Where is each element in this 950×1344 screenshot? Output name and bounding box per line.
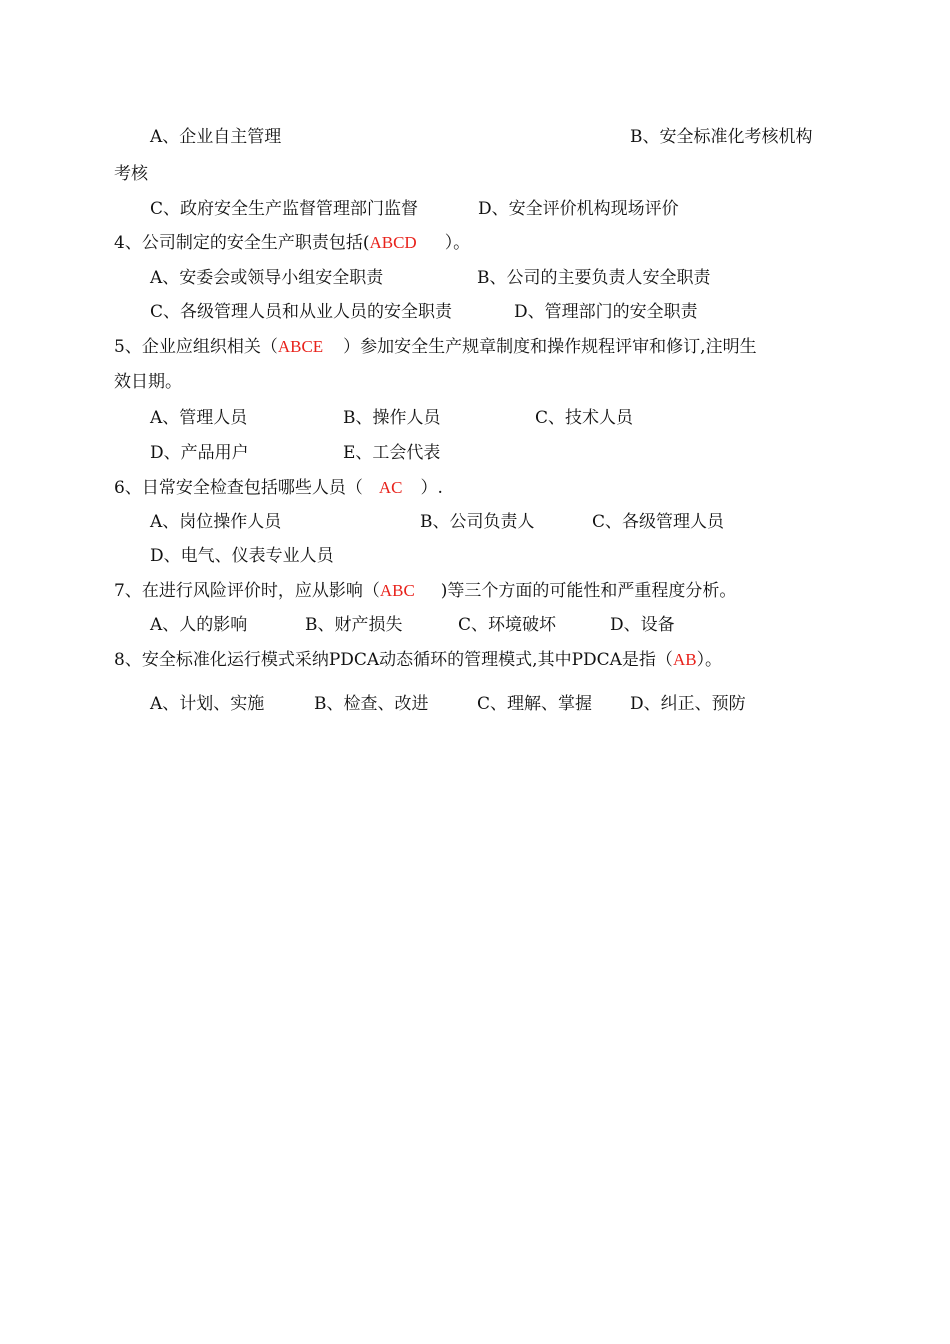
q5-answer: ABCE (277, 337, 324, 356)
q4-stem (114, 232, 470, 254)
q3-option-b: B、安全标准化考核机构 (630, 127, 813, 147)
q6-stem (114, 477, 443, 499)
q4-suffix: ）。 (444, 233, 471, 253)
q8-option-b: B、检查、改进 (314, 694, 429, 714)
q5-option-e: E、工会代表 (343, 443, 441, 463)
q4-answer: ABCD (369, 233, 417, 252)
q6-option-d: D、电气、仪表专业人员 (150, 546, 334, 566)
q5-option-b: B、操作人员 (343, 408, 441, 428)
q3-option-d: D、安全评价机构现场评价 (478, 199, 679, 219)
q7-option-d: D、设备 (610, 615, 675, 635)
q4-option-c: C、各级管理人员和从业人员的安全职责 (150, 302, 453, 322)
q6-prefix: 6、日常安全检查包括哪些人员（ (114, 478, 363, 498)
q7-option-a: A、人的影响 (150, 615, 248, 635)
q5-option-c: C、技术人员 (535, 408, 634, 428)
q7-stem (114, 580, 736, 602)
q8-answer: AB (672, 650, 697, 669)
q6-option-a: A、岗位操作人员 (150, 512, 282, 532)
q5-option-a: A、管理人员 (150, 408, 248, 428)
q4-prefix: 4、公司制定的安全生产职责包括( (114, 233, 370, 253)
q7-answer: ABC (379, 581, 415, 600)
q4-option-d: D、管理部门的安全职责 (514, 302, 698, 322)
q6-option-b: B、公司负责人 (420, 512, 535, 532)
q8-option-c: C、理解、掌握 (477, 694, 593, 714)
q6-answer: AC (378, 478, 403, 497)
q8-option-d: D、纠正、预防 (630, 694, 746, 714)
q8-stem (114, 649, 722, 671)
q4-option-b: B、公司的主要负责人安全职责 (477, 268, 711, 288)
q5-stem (114, 336, 757, 358)
q3-option-a: A、企业自主管理 (150, 127, 282, 147)
q5-prefix: 5、企业应组织相关（ (114, 337, 278, 357)
q8-suffix: ）。 (696, 650, 723, 670)
q4-option-a: A、安委会或领导小组安全职责 (150, 268, 384, 288)
q8-prefix: 8、安全标准化运行模式采纳PDCA动态循环的管理模式,其中PDCA是指（ (114, 650, 673, 670)
q6-suffix: ）. (420, 478, 443, 498)
q7-prefix: 7、在进行风险评价时，应从影响（ (114, 581, 380, 601)
q7-option-b: B、财产损失 (305, 615, 403, 635)
q5-stem-wrap: 效日期。 (114, 372, 182, 392)
q7-suffix: )等三个方面的可能性和严重程度分析。 (440, 581, 737, 601)
q3-option-c: C、政府安全生产监督管理部门监督 (150, 199, 419, 219)
q6-option-c: C、各级管理人员 (592, 512, 725, 532)
q8-option-a: A、计划、实施 (150, 694, 265, 714)
q7-option-c: C、环境破坏 (458, 615, 557, 635)
q5-suffix: ）参加安全生产规章制度和操作规程评审和修订,注明生 (343, 337, 757, 357)
q3-option-b-wrap: 考核 (114, 164, 148, 184)
q5-option-d: D、产品用户 (150, 443, 249, 463)
